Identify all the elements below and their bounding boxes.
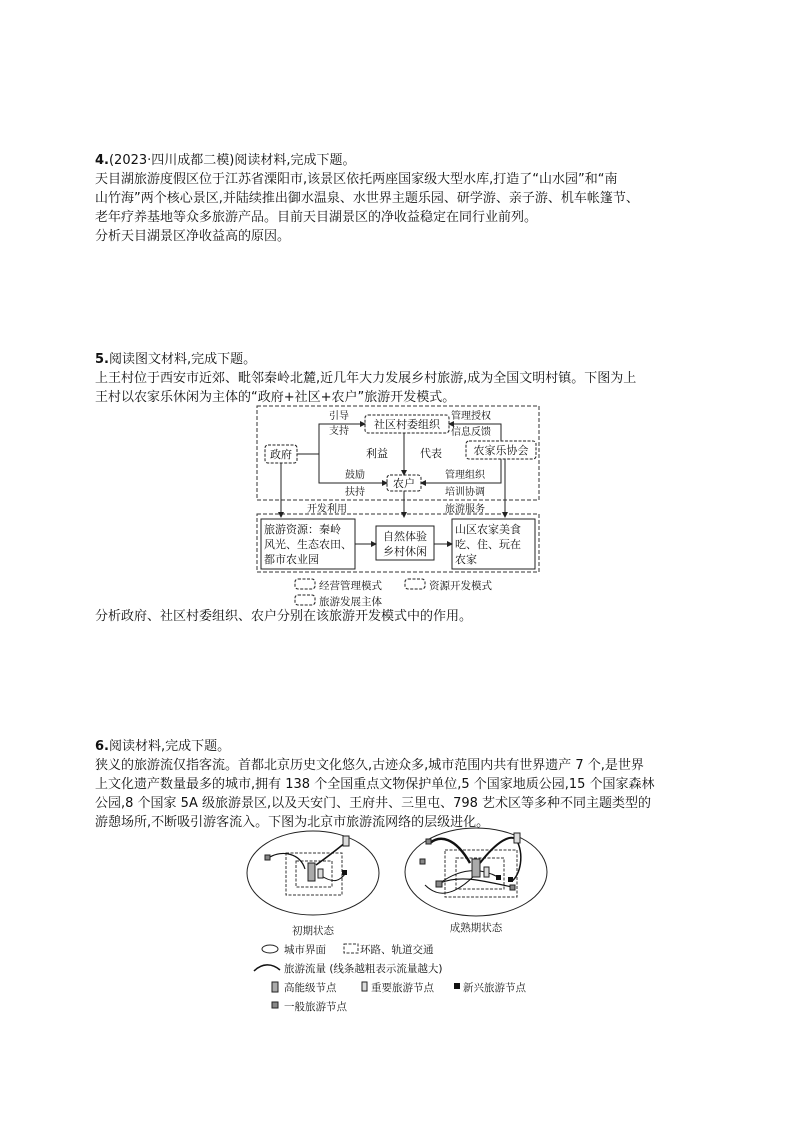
food-line: 农家 [455, 553, 477, 566]
text-line: 山竹海”两个核心景区,并陆续推出御水温泉、水世界主题乐园、研学游、亲子游、机车帐篷节、 [95, 191, 639, 206]
experience-line: 自然体验 [383, 530, 427, 543]
legend-high: 高能级节点 [284, 982, 337, 994]
text-line: 公园,8 个国家 5A 级旅游景区,以及天安门、王府井、三里屯、798 艺术区等多种不同主题类型的 [95, 796, 652, 811]
mature-caption: 成熟期状态 [449, 922, 503, 934]
text-line: 上王村位于西安市近郊、毗邻秦岭北麓,近几年大力发展乡村旅游,成为全国文明村镇。下图为上 [95, 371, 637, 386]
resource-line: 旅游资源：秦岭 [264, 523, 341, 536]
encourage-label: 鼓励 [345, 470, 365, 481]
initial-state-map [247, 831, 379, 937]
question-number: 4. [95, 153, 109, 168]
question-prompt: 分析天目湖景区净收益高的原因。 [95, 229, 291, 244]
question-intro: 阅读材料,完成下题。 [108, 739, 231, 754]
text-line: 王村以农家乐休闲为主体的“政府+社区+农户”旅游开发模式。 [95, 390, 456, 405]
legend-subject: 旅游发展主体 [319, 596, 382, 608]
text-line: 天目湖旅游度假区位于江苏省溧阳市,该景区依托两座国家级大型水库,打造了“山水园”和“南 [95, 172, 618, 187]
question-4-header [95, 151, 700, 170]
feedback-label: 信息反馈 [451, 427, 491, 438]
legend-management: 经营管理模式 [319, 580, 382, 592]
legend-important: 重要旅游节点 [371, 982, 434, 994]
legend-resource-swatch [405, 579, 425, 589]
question-5-prompt [95, 607, 700, 626]
legend-new: 新兴旅游节点 [463, 982, 526, 994]
question-number: 5. [95, 352, 109, 367]
farmer-label: 农户 [393, 477, 415, 490]
legend-general: 一般旅游节点 [284, 1001, 347, 1013]
association-label: 农家乐协会 [473, 444, 529, 457]
legend-flow: 旅游流量 (线条越粗表示流量越大) [284, 963, 443, 975]
manage-label: 管理组织 [445, 470, 485, 481]
develop-label: 开发利用 [307, 504, 347, 515]
question-prompt: 分析政府、社区村委组织、农户分别在该旅游开发模式中的作用。 [95, 609, 473, 624]
flow-legend [254, 943, 526, 1013]
food-line: 吃、住、玩在 [455, 538, 521, 551]
service-label: 旅游服务 [445, 504, 485, 515]
tourism-flow-diagram [240, 825, 560, 1017]
legend-management-swatch [295, 579, 315, 589]
text-line: 上文化遗产数量最多的城市,拥有 138 个全国重点文物保护单位,5 个国家地质公园,15 个国家森林 [95, 777, 655, 792]
mature-state-map [405, 828, 547, 934]
text-line: 游憩场所,不断吸引游客流入。下图为北京市旅游流网络的层级进化。 [95, 815, 490, 830]
committee-label: 社区村委组织 [374, 418, 440, 431]
question-6 [95, 737, 700, 832]
train-label: 培训协调 [445, 487, 485, 498]
question-5 [95, 350, 700, 407]
auth-label: 管理授权 [451, 411, 491, 422]
resource-line: 都市农业园 [264, 553, 319, 566]
initial-caption: 初期状态 [292, 925, 334, 937]
interest-label: 利益 [366, 447, 388, 460]
assist-label: 扶持 [345, 487, 365, 498]
legend-ring: 环路、轨道交通 [360, 944, 434, 956]
question-5-header [95, 350, 700, 369]
experience-line: 乡村休闲 [383, 545, 427, 558]
food-line: 山区农家美食 [455, 523, 521, 536]
question-number: 6. [95, 739, 109, 754]
text-line: 老年疗养基地等众多旅游产品。目前天目湖景区的净收益稳定在同行业前列。 [95, 210, 538, 225]
support-label: 支持 [329, 426, 349, 437]
resource-line: 风光、生态农田、 [264, 538, 352, 551]
text-line: 狭义的旅游流仅指客流。首都北京历史文化悠久,古迹众多,城市范围内共有世界遗产 7 个,是世界 [95, 758, 644, 773]
represent-label: 代表 [420, 447, 442, 460]
question-intro: 阅读图文材料,完成下题。 [108, 352, 257, 367]
question-source: (2023·四川成都二模) [108, 153, 235, 168]
legend-city: 城市界面 [284, 944, 326, 956]
legend-subject-swatch [295, 595, 315, 605]
legend-resource: 资源开发模式 [429, 580, 492, 592]
question-intro: 阅读材料,完成下题。 [234, 153, 356, 168]
question-6-header [95, 737, 700, 756]
tourism-model-diagram [255, 404, 545, 610]
government-label: 政府 [270, 448, 292, 461]
guide-label: 引导 [329, 411, 349, 422]
question-4 [95, 151, 700, 246]
